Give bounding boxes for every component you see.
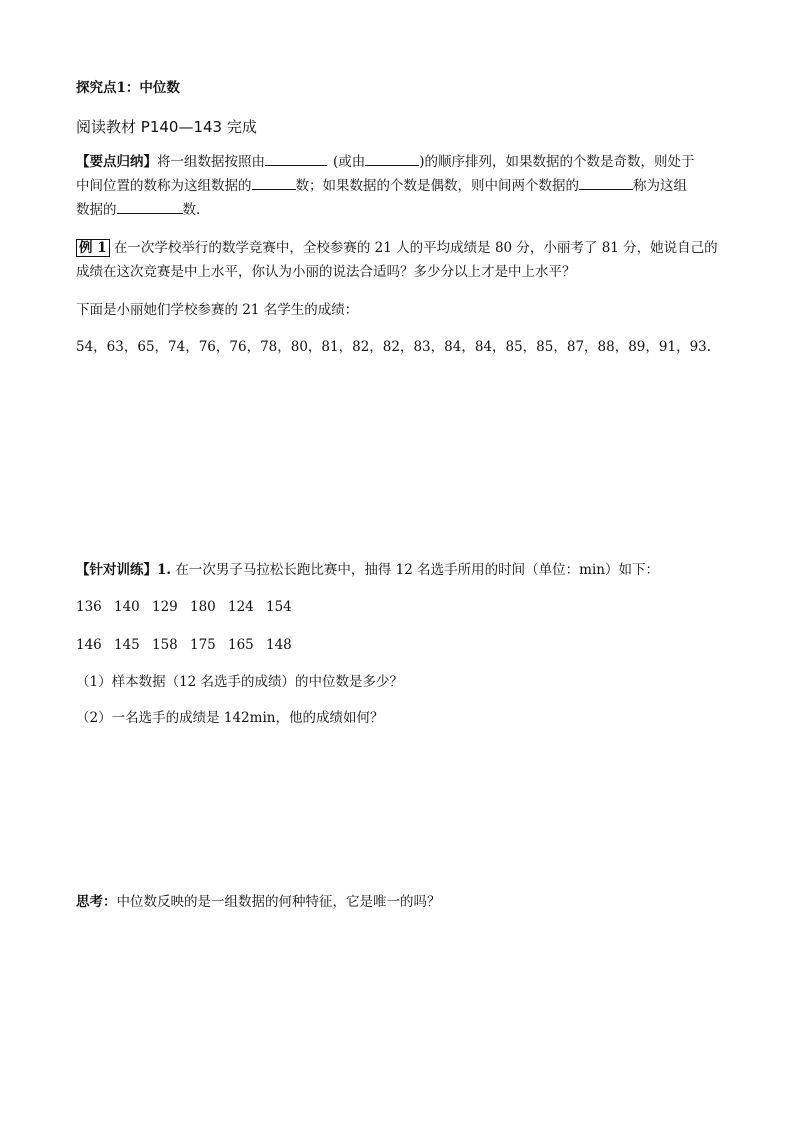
example-label: 例 1	[76, 239, 110, 257]
reading-instruction: 阅读教材 P140—143 完成	[76, 118, 257, 136]
times-row-1: 136 140 129 180 124 154	[76, 599, 292, 615]
scores-intro: 下面是小丽她们学校参赛的 21 名学生的成绩：	[76, 302, 359, 318]
fill-blank[interactable]	[117, 199, 183, 214]
sub-question-1: （1）样本数据（12 名选手的成绩）的中位数是多少？	[76, 674, 404, 690]
think-question: 思考：中位数反映的是一组数据的何种特征，它是唯一的吗？	[76, 894, 441, 910]
fill-blank[interactable]	[265, 151, 327, 166]
times-row-2: 146 145 158 175 165 148	[76, 637, 292, 653]
section-heading: 探究点1：中位数	[76, 80, 180, 96]
fill-blank[interactable]	[252, 175, 296, 190]
summary-label: 【要点归纳】	[76, 154, 157, 170]
think-label: 思考：	[76, 894, 117, 910]
scores-list: 54，63，65，74，76，76，78，80，81，82，82，83，84，84，85，85，87，88，89，91，93.	[76, 339, 712, 355]
fill-blank[interactable]	[579, 175, 633, 190]
practice-label: 【针对训练】	[76, 562, 157, 578]
example-1: 例 1 在一次学校举行的数学竞赛中，全校参赛的 21 人的平均成绩是 80 分，小丽考了 81 分，她说自己的 成绩在这次竞赛是中上水平，你认为小丽的说法合适吗？多少分以上才是中上水平？	[76, 240, 718, 280]
sub-question-2: （2）一名选手的成绩是 142min，他的成绩如何？	[76, 710, 384, 726]
fill-blank[interactable]	[365, 151, 419, 166]
key-points-summary: 【要点归纳】将一组数据按照由 (或由 )的顺序排列，如果数据的个数是奇数，则处于 中间位置的数称为这组数据的 数；如果数据的个数是偶数，则中间两个数据的 称为这组 数据的 数.	[76, 150, 718, 222]
practice-question: 【针对训练】1. 在一次男子马拉松长跑比赛中，抽得 12 名选手所用的时间（单位：min）如下：	[76, 562, 659, 578]
